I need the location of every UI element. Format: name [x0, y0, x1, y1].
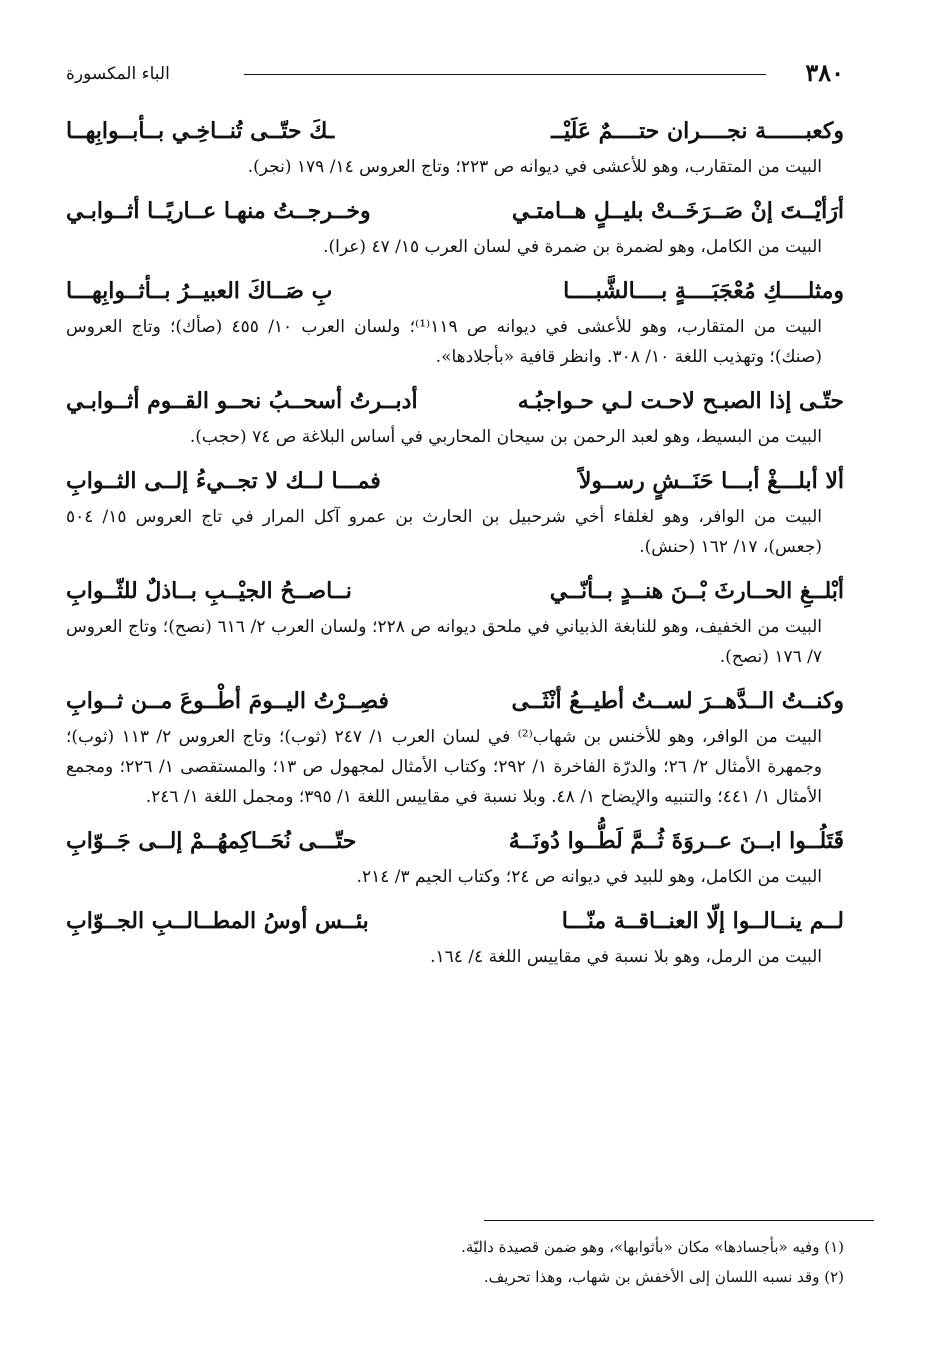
- verse-note: البيت من المتقارب، وهو للأعشى في ديوانه ص ١١٩⁽¹⁾؛ ولسان العرب ١٠/ ٤٥٥ (صأك)؛ وتاج العروس (صنك)؛ وتهذيب اللغة ١٠/ ٣٠٨. وانظر قافية «بأجلادها».: [66, 317, 823, 367]
- page-number: ٣٨٠: [805, 58, 844, 87]
- first-hemistich: ألا أبلـــغْ أبـــا حَنَــشٍ رســولاً: [578, 468, 844, 494]
- verse-line: [66, 570, 844, 612]
- footnote-divider: [484, 1220, 874, 1221]
- verse-entry: [66, 570, 844, 672]
- verse-line: [66, 190, 844, 232]
- second-hemistich: فمـــا لــك لا تجــيءُ إلــى الثــوابِ: [66, 468, 381, 494]
- verse-entries: [66, 110, 844, 980]
- first-hemistich: وكنــتُ الــدَّهــرَ لســتُ أطيــعُ أنْثَــى: [511, 688, 844, 714]
- verse-line: [66, 680, 844, 722]
- second-hemistich: فصِــرْتُ اليــومَ أطْــوعَ مــن ثــوابِ: [66, 688, 389, 714]
- first-hemistich: أبْلــغِ الحــارثَ بْــنَ هنــدٍ بــأنّــي: [549, 578, 844, 604]
- first-hemistich: لــم ينــالــوا إلّا العنــاقــة منّـــا: [561, 908, 844, 934]
- second-hemistich: بِ صَــاكَ العبيــرُ بــأثــوابِهـــا: [66, 278, 333, 304]
- second-hemistich: أدبــرتُ أسحــبُ نحــو القــوم أثــوابـي: [66, 388, 418, 414]
- first-hemistich: وكعبــــــة نجــــران حتــــمٌ عَلَيْــ: [551, 118, 844, 144]
- verse-entry: [66, 820, 844, 892]
- verse-entry: [66, 190, 844, 262]
- verse-line: [66, 110, 844, 152]
- verse-entry: [66, 460, 844, 562]
- second-hemistich: وخــرجــتُ منهـا عــاريًــا أثــوابـي: [66, 198, 371, 224]
- second-hemistich: ـكَ حتّــى تُنــاخِـي بــأبــوابِهــا: [66, 118, 335, 144]
- second-hemistich: حتّـــى نُحَــاكِمهُــمْ إلــى جَــوّابِ: [66, 828, 357, 854]
- verse-entry: [66, 900, 844, 972]
- verse-entry: [66, 380, 844, 452]
- verse-entry: [66, 110, 844, 182]
- page-header: [66, 58, 844, 92]
- footnote: (٢) وقد نسبه اللسان إلى الأخفش بن شهاب، وهذا تحريف.: [483, 1268, 844, 1286]
- verse-line: [66, 900, 844, 942]
- verse-entry: [66, 680, 844, 812]
- first-hemistich: ومثلــــكِ مُعْجَبَــــةٍ بــــالشَّبــــا: [563, 278, 844, 304]
- first-hemistich: أرَأيْــتَ إنْ صَــرَخَــتْ بليــلٍ هــامتـي: [511, 198, 844, 224]
- second-hemistich: بئــس أوسُ المطــالــبِ الجــوّابِ: [66, 908, 369, 934]
- verse-note: البيت من الخفيف، وهو للنابغة الذبياني في ملحق ديوانه ص ٢٢٨؛ ولسان العرب ٢/ ٦١٦ (نصح)؛ وتاج العروس ٧/ ١٧٦ (نصح).: [66, 617, 822, 667]
- verse-note: البيت من المتقارب، وهو للأعشى في ديوانه ص ٢٢٣؛ وتاج العروس ١٤/ ١٧٩ (نجر).: [247, 157, 822, 177]
- footnote: (١) وفيه «بأجسادها» مكان «بأثوابها»، وهو ضمن قصيدة داليّة.: [461, 1238, 844, 1256]
- verse-note: البيت من الرمل، وهو بلا نسبة في مقاييس اللغة ٤/ ١٦٤.: [430, 947, 822, 967]
- verse-line: [66, 270, 844, 312]
- verse-line: [66, 380, 844, 422]
- verse-note: البيت من الكامل، وهو لضمرة بن ضمرة في لسان العرب ١٥/ ٤٧ (عرا).: [323, 237, 822, 257]
- verse-note: البيت من الكامل، وهو للبيد في ديوانه ص ٢٤؛ وكتاب الجيم ٣/ ٢١٤.: [356, 867, 822, 887]
- verse-note: البيت من الوافر، وهو للأخنس بن شهاب⁽²⁾ في لسان العرب ١/ ٢٤٧ (ثوب)؛ وتاج العروس ٢/ ١١٣ (ثوب)؛ وجمهرة الأمثال ٢/ ٢٦؛ والدرّة الفاخرة ١/ ٢٩٢؛ وكتاب الأمثال لمجهول ص ١٣؛ والمستقصى ١/ ٢٢٦؛ ومجمع الأمثال ١/ ٤٤١؛ والتنبيه والإيضاح ١/ ٤٨. وبلا نسبة في مقاييس اللغة ١/ ٣٩٥؛ ومجمل اللغة ١/ ٢٤٦.: [66, 727, 822, 807]
- verse-entry: [66, 270, 844, 372]
- first-hemistich: حتّـى إذا الصبـح لاحـت لـي حـواجبُـه: [517, 388, 844, 414]
- verse-line: [66, 460, 844, 502]
- first-hemistich: قَتَلُــوا ابــنَ عــروَةَ ثُــمَّ لَطُّــوا دُونَــهُ: [508, 828, 844, 854]
- header-rule: [244, 74, 766, 75]
- footnotes: [66, 1232, 844, 1292]
- verse-line: [66, 820, 844, 862]
- second-hemistich: نــاصــحُ الجيْــبِ بــاذلٌ للثّــوابِ: [66, 578, 352, 604]
- running-title: الباء المكسورة: [66, 64, 170, 84]
- verse-note: البيت من البسيط، وهو لعبد الرحمن بن سيحان المحاربي في أساس البلاغة ص ٧٤ (حجب).: [189, 427, 822, 447]
- verse-note: البيت من الوافر، وهو لغلفاء أخي شرحبيل بن الحارث بن عمرو آكل المرار في تاج العروس ١٥/ ٥٠٤ (جعس)، ١٧/ ١٦٢ (حنش).: [66, 507, 822, 557]
